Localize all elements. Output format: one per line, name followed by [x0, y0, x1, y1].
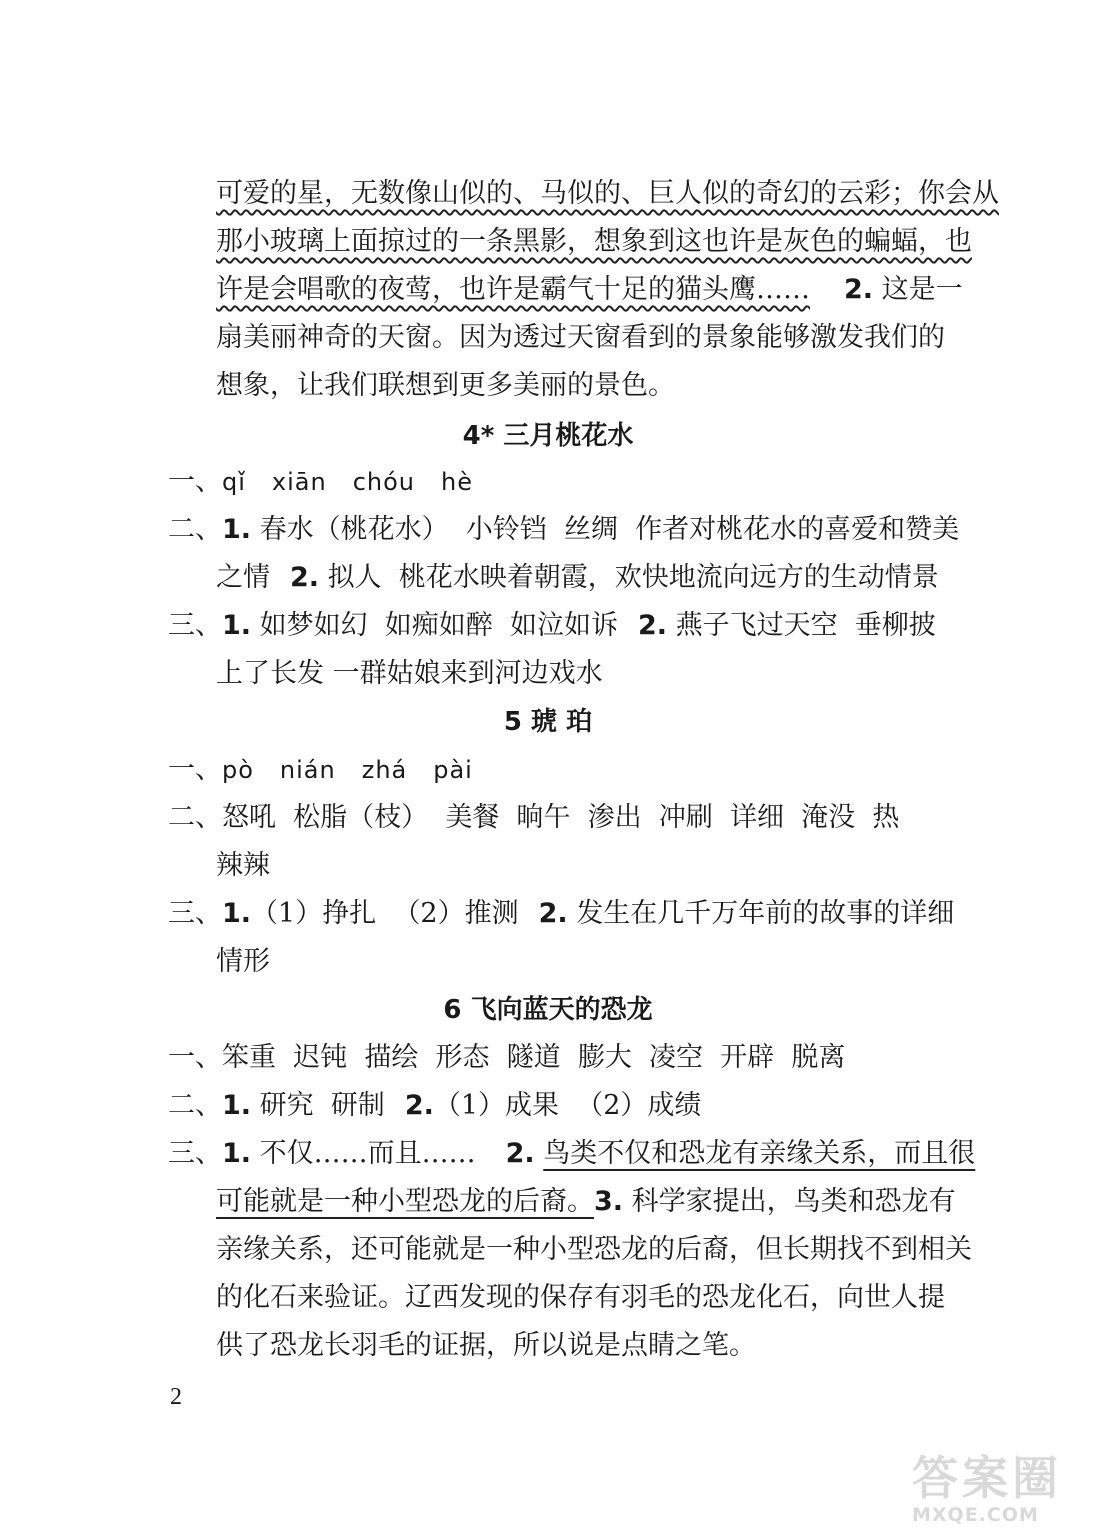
watermark-logo [912, 1452, 1088, 1532]
intro-line-1: 可爱的星，无数像山似的、马似的、巨人似的奇幻的云彩；你会从 [216, 178, 999, 209]
lesson-5-title: 5 琥 珀 [503, 707, 593, 737]
lesson-5-section-1: 一、pò nián zhá pài [168, 754, 473, 785]
intro-line-4: 扇美丽神奇的天窗。因为透过天窗看到的景象能够激发我们的 [216, 322, 945, 353]
lesson-6-section-3-line-3: 亲缘关系，还可能就是一种小型恐龙的后裔，但长期找不到相关 [216, 1234, 972, 1265]
lesson-5-section-2: 二、怒吼 松脂（枝） 美餐 晌午 渗出 冲刷 详细 淹没 热 [168, 802, 900, 833]
lesson-4-section-3: 三、1. 如梦如幻 如痴如醉 如泣如诉 2. 燕子飞过天空 垂柳披 [168, 610, 936, 641]
lesson-6-section-2: 二、1. 研究 研制 2.（1）成果 （2）成绩 [168, 1090, 702, 1121]
intro-line-3: 许是会唱歌的夜莺，也许是霸气十足的猫头鹰…… 2. 这是一 [216, 274, 963, 305]
lesson-5-section-3-cont: 情形 [216, 946, 270, 977]
lesson-6-title: 6 飞向蓝天的恐龙 [443, 995, 653, 1025]
lesson-4-section-3-cont: 上了长发 一群姑娘来到河边戏水 [216, 658, 603, 689]
intro-line-2: 那小玻璃上面掠过的一条黑影，想象到这也许是灰色的蝙蝠，也 [216, 226, 972, 257]
lesson-6-section-3: 三、1. 不仅……而且…… 2. 鸟类不仅和恐龙有亲缘关系，而且很 [168, 1138, 976, 1169]
watermark-url: MXQE.COM [912, 1504, 1039, 1526]
lesson-6-section-3-line-4: 的化石来验证。辽西发现的保存有羽毛的恐龙化石，向世人提 [216, 1282, 945, 1313]
lesson-5-section-2-cont: 辣辣 [216, 850, 270, 881]
lesson-4-section-2-cont: 之情 2. 拟人 桃花水映着朝霞，欢快地流向远方的生动情景 [216, 562, 939, 593]
lesson-6-section-1: 一、笨重 迟钝 描绘 形态 隧道 膨大 凌空 开辟 脱离 [168, 1042, 846, 1073]
lesson-6-section-3-line-5: 供了恐龙长羽毛的证据，所以说是点睛之笔。 [216, 1330, 756, 1361]
lesson-6-section-3-line-2: 可能就是一种小型恐龙的后裔。3. 科学家提出，鸟类和恐龙有 [216, 1186, 956, 1217]
page-number: 2 [170, 1384, 182, 1410]
lesson-4-title: 4* 三月桃花水 [462, 421, 634, 451]
lesson-5-section-3: 三、1.（1）挣扎 （2）推测 2. 发生在几千万年前的故事的详细 [168, 898, 955, 929]
watermark-text: 答案圈 [912, 1451, 1062, 1505]
intro-line-5: 想象，让我们联想到更多美丽的景色。 [216, 370, 675, 401]
lesson-4-section-1: 一、qǐ xiān chóu hè [168, 466, 473, 497]
lesson-4-section-2: 二、1. 春水（桃花水） 小铃铛 丝绸 作者对桃花水的喜爱和赞美 [168, 514, 960, 545]
